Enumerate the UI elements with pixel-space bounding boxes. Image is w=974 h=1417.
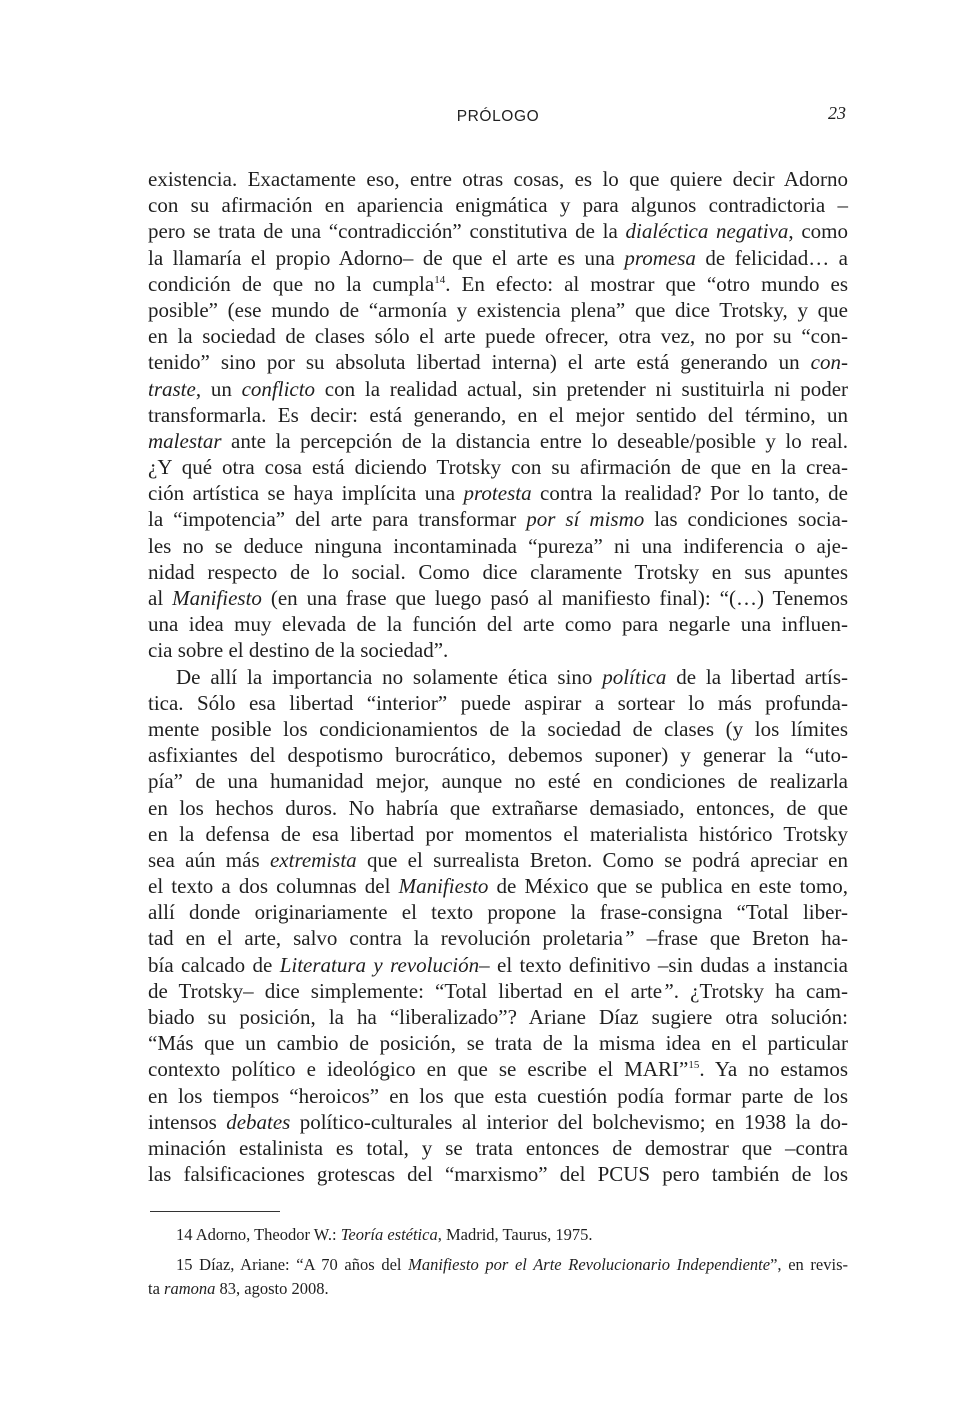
text-line: minación estalinista es total, y se trata entonces de demostrar que –contra <box>148 1135 848 1160</box>
footnote-divider <box>150 1211 280 1212</box>
text-line: la “impotencia” del arte para transformar por sí mismo las condiciones socia- <box>148 507 848 532</box>
footnote-15-continued: ta ramona 83, agosto 2008. <box>148 1279 329 1298</box>
text-line: asfixiantes del despotismo burocrático, debemos suponer) y generar la “uto- <box>148 743 848 768</box>
text-line: pero se trata de una “contradicción” constitutiva de la dialéctica negativa, como <box>148 219 848 244</box>
text-line: pía” de una humanidad mejor, aunque no esté en condiciones de realizarla <box>148 769 848 794</box>
text-line: allí donde originariamente el texto propone la frase-consigna “Total liber- <box>148 900 848 925</box>
text-line: en la defensa de esa libertad por momentos el materialista histórico Trotsky <box>148 821 848 846</box>
text-line: de Trotsky– dice simplemente: “Total libertad en el arte”. ¿Trotsky ha cam- <box>148 978 849 1003</box>
text-line: en los hechos duros. No habría que extrañarse demasiado, entonces, de que <box>148 795 848 820</box>
text-line: tica. Sólo esa libertad “interior” puede aspirar a sortear lo más profunda- <box>148 690 848 715</box>
text-line: sea aún más extremista que el surrealista Breton. Como se podrá apreciar en <box>148 847 848 872</box>
text-line: la llamaría el propio Adorno– de que el arte es una promesa de felicidad… a <box>148 245 848 270</box>
text-line: el texto a dos columnas del Manifiesto de México que se publica en este tomo, <box>148 874 848 899</box>
running-title: PRÓLOGO <box>456 108 540 125</box>
body-text <box>148 166 848 1187</box>
page-number: 23 <box>828 103 846 123</box>
text-line: nidad respecto de lo social. Como dice claramente Trotsky en sus apuntes <box>148 559 848 584</box>
text-line: posible” (ese mundo de “armonía y existencia plena” que dice Trotsky, y que <box>148 297 848 322</box>
footnotes <box>148 1223 848 1301</box>
text-line: tenido” sino por su absoluta libertad interna) el arte está generando un con- <box>148 350 848 375</box>
text-line: traste, un conflicto con la realidad actual, sin pretender ni sustituirla ni poder <box>148 376 849 401</box>
text-line: en los tiempos “heroicos” en los que esta cuestión podía formar parte de los <box>148 1083 848 1108</box>
text-line: transformarla. Es decir: está generando, en el mejor sentido del término, un <box>148 402 848 427</box>
text-line: mente posible los condicionamientos de la sociedad de clases (y los límites <box>148 716 848 741</box>
text-line: cia sobre el destino de la sociedad”. <box>148 638 449 663</box>
footnote-ref-15: 15 <box>688 1059 700 1072</box>
text-line: malestar ante la percepción de la distancia entre lo deseable/posible y lo real. <box>148 428 848 453</box>
text-line: con su afirmación en apariencia enigmática y para algunos contradictoria – <box>148 193 848 218</box>
text-line: les no se deduce ninguna incontaminada “pureza” ni una indiferencia o aje- <box>148 533 848 558</box>
text-line: al Manifiesto (en una frase que luego pasó al manifiesto final): “(…) Tenemos <box>148 586 848 610</box>
text-line: ción artística se haya implícita una protesta contra la realidad? Por lo tanto, de <box>148 481 848 506</box>
text-line: existencia. Exactamente eso, entre otras cosas, es lo que quiere decir Adorno <box>148 167 848 191</box>
footnote-14: 14 Adorno, Theodor W.: Teoría estética, Madrid, Taurus, 1975. <box>176 1225 593 1244</box>
text-line: biado su posición, la ha “liberalizado”? Ariane Díaz sugiere otra solución: <box>148 1005 848 1029</box>
paragraph-start-line: De allí la importancia no solamente ética sino política de la libertad artís- <box>176 664 848 689</box>
text-line: bía calcado de Literatura y revolución– el texto definitivo –sin dudas a instancia <box>148 952 848 977</box>
text-line: una idea muy elevada de la función del arte como para negarle una influen- <box>148 612 848 637</box>
text-line: contexto político e ideológico en que se escribe el MARI”$^{15}$. Ya no estamos <box>148 1057 848 1082</box>
text-line: ¿Y qué otra cosa está diciendo Trotsky con su afirmación de que en la crea- <box>148 455 848 480</box>
text-line: en la sociedad de clases sólo el arte puede ofrecer, otra vez, no por su “con- <box>148 324 848 349</box>
text-line: tad en el arte, salvo contra la revolución proletaria” –frase que Breton ha- <box>148 926 848 951</box>
footnote-15: 15 Díaz, Ariane: “A 70 años del Manifiesto por el Arte Revolucionario Independiente”, en revis- <box>176 1255 849 1274</box>
footnote-ref-14: 14 <box>434 273 446 286</box>
text-line: “Más que un cambio de posición, se trata de la misma idea en el particular <box>148 1031 848 1056</box>
text-line: intensos debates político-culturales al interior del bolchevismo; en 1938 la do- <box>148 1109 848 1134</box>
running-header <box>148 103 848 130</box>
text-line: las falsificaciones grotescas del “marxismo” del PCUS pero también de los <box>148 1162 848 1187</box>
text-line: condición de que no la cumpla$^{14}$. En efecto: al mostrar que “otro mundo es <box>148 271 848 296</box>
